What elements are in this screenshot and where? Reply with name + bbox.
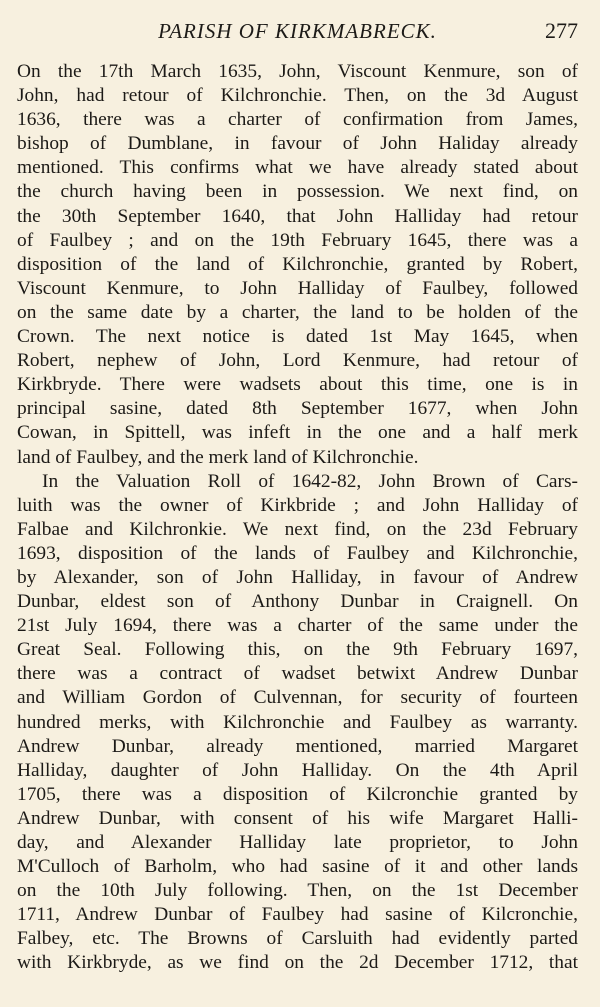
text-line: the 30th September 1640, that John Halliday had retour: [17, 205, 578, 227]
text-line: the church having been in possession. We next find, on: [17, 181, 578, 203]
text-line: on the same date by a charter, the land to be holden of the: [17, 301, 578, 323]
text-line: Great Seal. Following this, on the 9th February 1697,: [17, 639, 578, 661]
text-line: 1705, there was a disposition of Kilcronchie granted by: [17, 783, 578, 805]
text-line: Dunbar, eldest son of Anthony Dunbar in Craignell. On: [17, 591, 578, 613]
text-line: Crown. The next notice is dated 1st May 1645, when: [17, 326, 578, 348]
text-line: hundred merks, with Kilchronchie and Faulbey as warranty.: [17, 711, 578, 733]
text-line: Andrew Dunbar, already mentioned, married Margaret: [17, 735, 578, 757]
text-line: on the 10th July following. Then, on the 1st December: [17, 880, 578, 902]
text-line: 1711, Andrew Dunbar of Faulbey had sasine of Kilcronchie,: [17, 904, 578, 926]
text-line: John, had retour of Kilchronchie. Then, on the 3d August: [17, 85, 578, 107]
text-line: Halliday, daughter of John Halliday. On the 4th April: [17, 759, 578, 781]
text-line: Kirkbryde. There were wadsets about this time, one is in: [17, 374, 578, 396]
text-line: day, and Alexander Halliday late proprietor, to John: [17, 832, 578, 853]
text-line: and William Gordon of Culvennan, for security of fourteen: [17, 687, 578, 709]
text-line: Falbey, etc. The Browns of Carsluith had evidently parted: [17, 928, 578, 950]
text-line: 21st July 1694, there was a charter of the same under the: [17, 615, 578, 637]
text-line: Viscount Kenmure, to John Halliday of Faulbey, followed: [17, 277, 578, 299]
text-line: In the Valuation Roll of 1642-82, John Brown of Cars-: [42, 470, 578, 492]
page-number: 277: [545, 18, 578, 43]
text-line: bishop of Dumblane, in favour of John Haliday already: [17, 133, 578, 155]
text-line: luith was the owner of Kirkbride ; and John Halliday of: [17, 494, 578, 516]
text-line: there was a contract of wadset betwixt Andrew Dunbar: [17, 663, 578, 685]
running-head: [17, 18, 578, 50]
text-line: land of Faulbey, and the merk land of Kilchronchie.: [17, 446, 419, 468]
text-line: Andrew Dunbar, with consent of his wife Margaret Halli-: [17, 807, 578, 829]
text-line: principal sasine, dated 8th September 1677, when John: [17, 398, 578, 420]
text-line: 1693, disposition of the lands of Faulbey and Kilchronchie,: [17, 542, 578, 564]
text-line: M'Culloch of Barholm, who had sasine of it and other lands: [17, 856, 578, 878]
text-line: On the 17th March 1635, John, Viscount Kenmure, son of: [17, 61, 578, 82]
text-line: 1636, there was a charter of confirmation from James,: [17, 109, 578, 131]
text-line: Robert, nephew of John, Lord Kenmure, had retour of: [17, 350, 578, 372]
body-text: [17, 60, 578, 976]
text-line: Cowan, in Spittell, was infeft in the one and a half merk: [17, 422, 578, 444]
text-line: by Alexander, son of John Halliday, in favour of Andrew: [17, 566, 578, 588]
text-line: mentioned. This confirms what we have already stated about: [17, 157, 578, 179]
text-line: with Kirkbryde, as we find on the 2d December 1712, that: [17, 952, 578, 974]
text-line: Falbae and Kilchronkie. We next find, on the 23d February: [17, 518, 578, 540]
page-title: PARISH OF KIRKMABRECK.: [158, 19, 437, 43]
text-line: of Faulbey ; and on the 19th February 1645, there was a: [17, 229, 578, 251]
text-line: disposition of the land of Kilchronchie, granted by Robert,: [17, 253, 578, 275]
